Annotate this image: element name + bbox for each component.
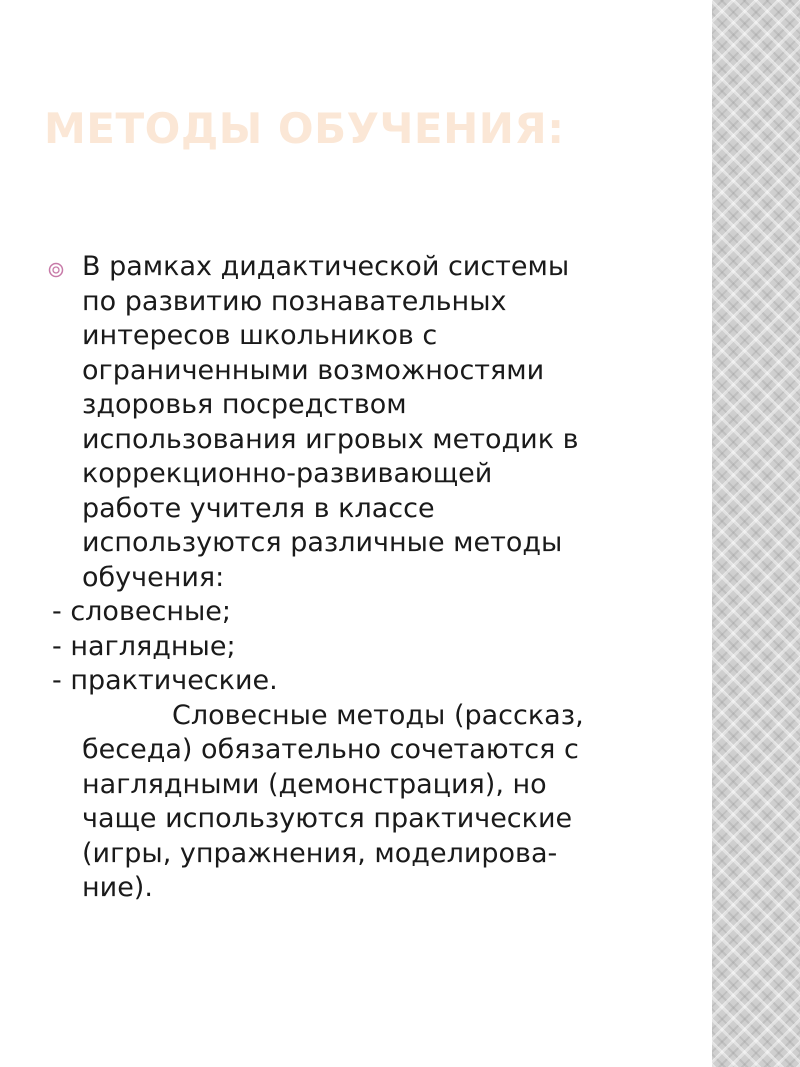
paragraph-line: беседа) обязательно сочетаются с <box>82 734 579 765</box>
bullet-line: здоровья посредством <box>82 389 407 420</box>
bullet-line: обучения: <box>82 561 225 593</box>
method-item-verbal: - словесные; <box>52 596 231 627</box>
bullet-line: использования игровых методик в <box>82 423 579 455</box>
bullet-line: интересов школьников с <box>82 320 438 351</box>
slide-title: МЕТОДЫ ОБУЧЕНИЯ: <box>44 104 565 153</box>
slide-content <box>44 250 684 906</box>
paragraph-line: Словесные методы (рассказ, <box>172 699 584 731</box>
paragraph-line: чаще используются практические <box>82 803 573 834</box>
bullet-line: ограниченными возможностями <box>82 354 545 386</box>
bullet-line: В рамках дидактической системы <box>82 251 570 282</box>
paragraph-line: ние). <box>82 872 153 903</box>
bullet-line: работе учителя в классе <box>82 492 435 524</box>
decorative-side-strip <box>712 0 800 1067</box>
bullet-line: используются различные методы <box>82 527 563 558</box>
bullet-line: коррекционно-развивающей <box>82 458 493 489</box>
method-list <box>44 595 684 699</box>
bullet-item <box>44 250 684 595</box>
summary-paragraph <box>44 699 684 906</box>
circle-bullet-icon <box>48 262 64 278</box>
method-item-practical: - практические. <box>52 665 278 696</box>
paragraph-line: наглядными (демонстрация), но <box>82 768 547 800</box>
paragraph-line: (игры, упражнения, моделирова- <box>82 837 558 869</box>
bullet-line: по развитию познавательных <box>82 285 507 317</box>
method-item-visual: - наглядные; <box>52 630 236 662</box>
